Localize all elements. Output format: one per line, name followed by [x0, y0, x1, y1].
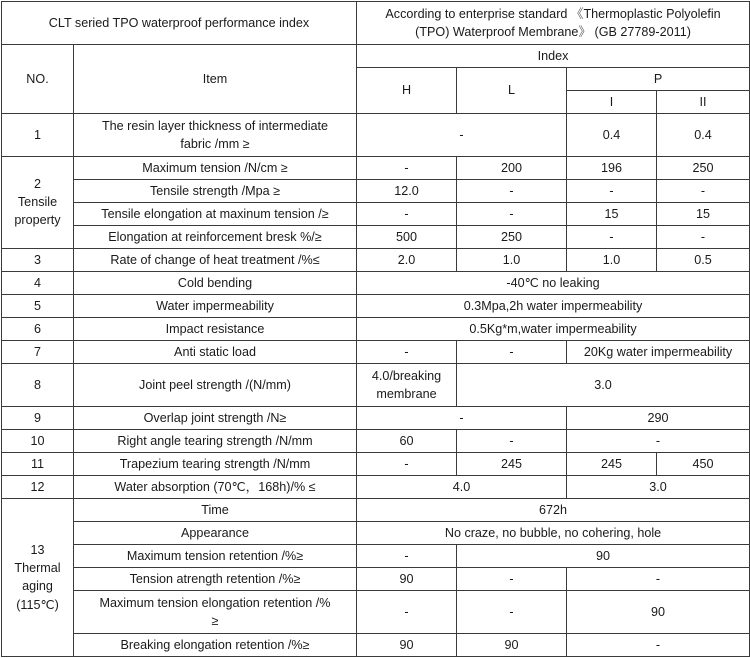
row-13f-value-h: 90 [357, 633, 457, 656]
row-3-value-p2: 0.5 [657, 248, 750, 271]
table-row-9 [2, 406, 750, 429]
table-row-13f [2, 633, 750, 656]
row-13f-value-p: - [567, 633, 750, 656]
table-row-6 [2, 317, 750, 340]
row-5-value-all: 0.3Mpa,2h water impermeability [357, 294, 750, 317]
row-item-2a: Maximum tension /N/cm ≥ [74, 156, 357, 179]
row-13e-value-p: 90 [567, 591, 750, 634]
row-12-value-p: 3.0 [567, 475, 750, 498]
standard-reference-line2: (TPO) Waterproof Membrane》 (GB 27789-2011) [415, 24, 691, 39]
row-10-value-h: 60 [357, 429, 457, 452]
row-2b-value-p1: - [567, 179, 657, 202]
column-header-l: L [457, 67, 567, 113]
row-1-value-p1: 0.4 [567, 113, 657, 156]
row-13a-value-all: 672h [357, 498, 750, 521]
row-11-value-l: 245 [457, 452, 567, 475]
row-no-1: 1 [2, 113, 74, 156]
table-row-7 [2, 340, 750, 363]
row-no-5: 5 [2, 294, 74, 317]
row-11-value-p1: 245 [567, 452, 657, 475]
row-item-5: Water impermeability [74, 294, 357, 317]
row-item-13d: Tension atrength retention /%≥ [74, 568, 357, 591]
row-item-7: Anti static load [74, 340, 357, 363]
table-row-2b [2, 179, 750, 202]
row-no-9: 9 [2, 406, 74, 429]
table-row-2c [2, 202, 750, 225]
row-2a-value-p1: 196 [567, 156, 657, 179]
row-item-2d: Elongation at reinforcement bresk %/≥ [74, 225, 357, 248]
row-9-value-hl: - [357, 406, 567, 429]
row-item-1 [74, 113, 357, 156]
row-2b-value-l: - [457, 179, 567, 202]
row-13e-value-h: - [357, 591, 457, 634]
row-2d-value-l: 250 [457, 225, 567, 248]
row-2a-value-h: - [357, 156, 457, 179]
row-item-13a: Time [74, 498, 357, 521]
row-13d-value-h: 90 [357, 568, 457, 591]
row-no-11: 11 [2, 452, 74, 475]
row-7-value-p: 20Kg water impermeability [567, 340, 750, 363]
table-row-1 [2, 113, 750, 156]
row-2c-value-h: - [357, 202, 457, 225]
row-item-8: Joint peel strength /(N/mm) [74, 364, 357, 407]
row-7-value-l: - [457, 340, 567, 363]
row-2d-value-p1: - [567, 225, 657, 248]
row-2b-value-p2: - [657, 179, 750, 202]
table-row-2a [2, 156, 750, 179]
row-item-13e [74, 591, 357, 634]
row-9-value-p: 290 [567, 406, 750, 429]
row-item-13c: Maximum tension retention /%≥ [74, 545, 357, 568]
standard-reference-line1: According to enterprise standard 《Thermoplastic Polyolefin [385, 6, 721, 21]
column-header-p-one: I [567, 90, 657, 113]
column-header-h: H [357, 67, 457, 113]
row-item-13b: Appearance [74, 521, 357, 544]
row-11-value-p2: 450 [657, 452, 750, 475]
column-header-no: NO. [2, 44, 74, 113]
row-no-12: 12 [2, 475, 74, 498]
row-13-group-line3: (115℃) [16, 597, 59, 612]
row-2-group-line1: Tensile [17, 195, 58, 210]
row-13d-value-l: - [457, 568, 567, 591]
row-item-2c: Tensile elongation at maxinum tension /≥ [74, 202, 357, 225]
table-row-5 [2, 294, 750, 317]
row-11-value-h: - [357, 452, 457, 475]
row-no-6: 6 [2, 317, 74, 340]
column-header-p: P [567, 67, 750, 90]
row-3-value-l: 1.0 [457, 248, 567, 271]
row-no-2-tensile-property [2, 156, 74, 248]
row-item-13f: Breaking elongation retention /%≥ [74, 633, 357, 656]
row-item-2b: Tensile strength /Mpa ≥ [74, 179, 357, 202]
tpo-performance-index-table [1, 1, 750, 657]
row-item-1-line2: fabric /mm ≥ [180, 136, 250, 151]
row-2c-value-l: - [457, 202, 567, 225]
row-4-value-all: -40℃ no leaking [357, 271, 750, 294]
row-no-13: 13 [30, 542, 45, 557]
row-no-4: 4 [2, 271, 74, 294]
row-2a-value-l: 200 [457, 156, 567, 179]
table-row-12 [2, 475, 750, 498]
row-item-9: Overlap joint strength /N≥ [74, 406, 357, 429]
row-item-12: Water absorption (70℃，168h)/% ≤ [74, 475, 357, 498]
row-item-13e-line2: ≥ [211, 613, 219, 628]
row-2-group-line2: property [14, 213, 61, 228]
row-13c-value-rest: 90 [457, 545, 750, 568]
row-13c-value-h: - [357, 545, 457, 568]
row-2c-value-p1: 15 [567, 202, 657, 225]
row-2d-value-p2: - [657, 225, 750, 248]
row-no-8: 8 [2, 364, 74, 407]
column-header-p-two: II [657, 90, 750, 113]
row-13f-value-l: 90 [457, 633, 567, 656]
row-no-13-thermal-aging [2, 498, 74, 656]
standard-reference [357, 2, 750, 45]
row-8-value-h: 4.0/breaking membrane [357, 364, 457, 407]
table-row-13a [2, 498, 750, 521]
row-item-3: Rate of change of heat treatment /%≤ [74, 248, 357, 271]
row-no-10: 10 [2, 429, 74, 452]
table-title-row [2, 2, 750, 45]
column-header-index: Index [357, 44, 750, 67]
table-row-13d [2, 568, 750, 591]
row-10-value-p: - [567, 429, 750, 452]
row-item-6: Impact resistance [74, 317, 357, 340]
table-row-13b [2, 521, 750, 544]
row-item-13e-line1: Maximum tension elongation retention /% [99, 595, 331, 610]
row-item-10: Right angle tearing strength /N/mm [74, 429, 357, 452]
row-12-value-hl: 4.0 [357, 475, 567, 498]
table-row-10 [2, 429, 750, 452]
row-8-value-rest: 3.0 [457, 364, 750, 407]
header-row-index [2, 44, 750, 67]
row-2a-value-p2: 250 [657, 156, 750, 179]
row-no-3: 3 [2, 248, 74, 271]
row-3-value-h: 2.0 [357, 248, 457, 271]
row-no-7: 7 [2, 340, 74, 363]
product-title: CLT seried TPO waterproof performance index [2, 2, 357, 45]
row-item-1-line1: The resin layer thickness of intermediate [101, 118, 329, 133]
row-13d-value-p: - [567, 568, 750, 591]
row-3-value-p1: 1.0 [567, 248, 657, 271]
table-row-4 [2, 271, 750, 294]
row-13-group-line2: aging [22, 579, 53, 594]
row-2d-value-h: 500 [357, 225, 457, 248]
row-no-2: 2 [33, 176, 41, 191]
row-10-value-l: - [457, 429, 567, 452]
table-row-13e [2, 591, 750, 634]
table-row-2d [2, 225, 750, 248]
row-13e-value-l: - [457, 591, 567, 634]
table-row-11 [2, 452, 750, 475]
row-13-group-line1: Thermal [14, 561, 61, 576]
column-header-item: Item [74, 44, 357, 113]
row-item-11: Trapezium tearing strength /N/mm [74, 452, 357, 475]
row-2b-value-h: 12.0 [357, 179, 457, 202]
row-7-value-h: - [357, 340, 457, 363]
row-2c-value-p2: 15 [657, 202, 750, 225]
row-1-value-hl: - [357, 113, 567, 156]
row-1-value-p2: 0.4 [657, 113, 750, 156]
row-13b-value-all: No craze, no bubble, no cohering, hole [357, 521, 750, 544]
row-6-value-all: 0.5Kg*m,water impermeability [357, 317, 750, 340]
table-row-3 [2, 248, 750, 271]
table-row-13c [2, 545, 750, 568]
row-item-4: Cold bending [74, 271, 357, 294]
table-row-8 [2, 364, 750, 407]
